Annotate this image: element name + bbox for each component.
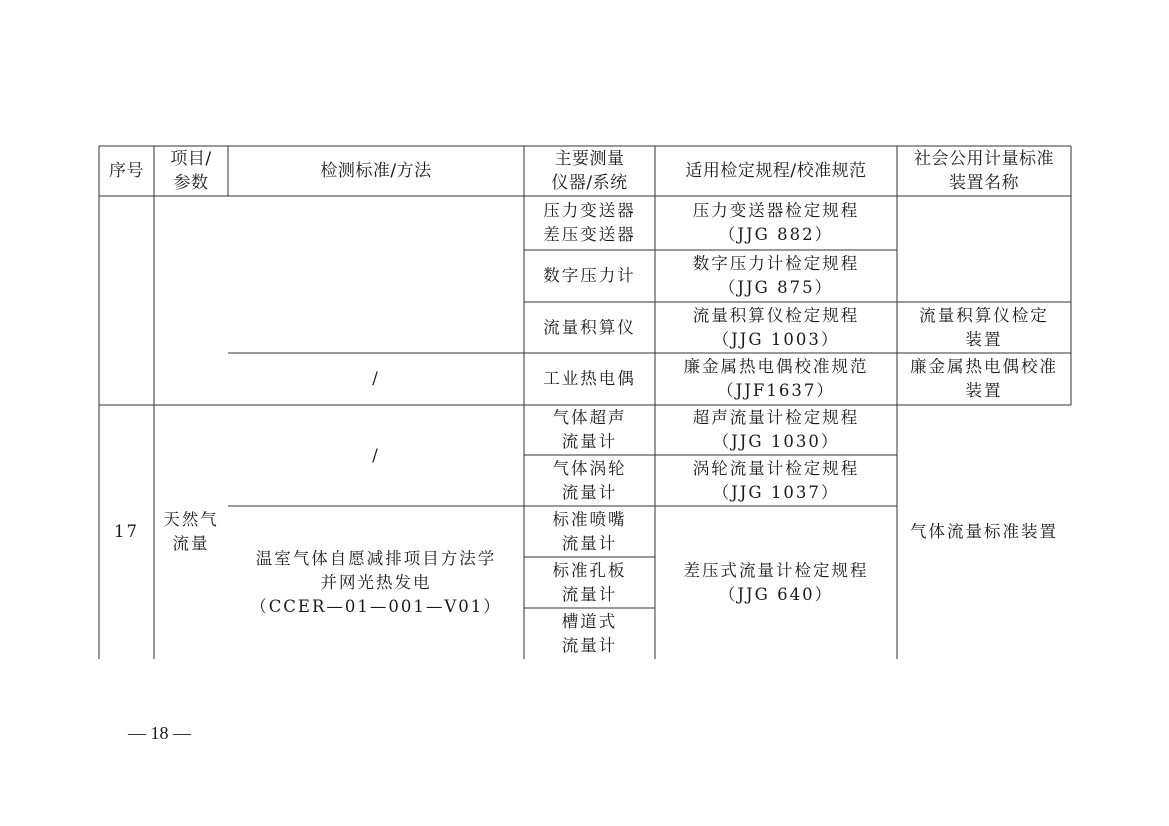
table-cell-device: 廉金属热电偶校准 装置 bbox=[910, 357, 1058, 400]
header-instrument: 主要测量 仪器/系统 bbox=[551, 149, 628, 193]
table-cell-device: 流量积算仪检定 装置 bbox=[919, 305, 1049, 349]
header-seq: 序号 bbox=[109, 161, 144, 181]
table-cell-standard: 温室气体自愿减排项目方法学 并网光热发电 （CCER—01—001—V01） bbox=[250, 548, 502, 616]
table-cell-instrument: 工业热电偶 bbox=[543, 369, 636, 388]
header-item: 项目/ 参数 bbox=[170, 149, 212, 193]
table-cell-regulation: 涡轮流量计检定规程 （JJG 1037） bbox=[692, 458, 860, 502]
table-cell-regulation: 流量积算仪检定规程 （JJG 1003） bbox=[692, 305, 860, 349]
table-cell-device: 气体流量标准装置 bbox=[910, 522, 1058, 541]
table-cell-instrument: 压力变送器 差压变送器 bbox=[543, 201, 636, 244]
table-cell-regulation: 廉金属热电偶校准规范 （JJF1637） bbox=[683, 357, 869, 400]
table-cell-instrument: 流量积算仪 bbox=[543, 317, 636, 337]
table-cell-standard: / bbox=[372, 445, 380, 465]
table-cell-regulation: 差压式流量计检定规程 （JJG 640） bbox=[683, 560, 869, 604]
table-cell-instrument: 标准孔板 流量计 bbox=[552, 560, 627, 604]
page-number: — 18 — bbox=[128, 722, 191, 743]
table-cell-standard: / bbox=[372, 369, 380, 388]
header-regulation: 适用检定规程/校准规范 bbox=[685, 161, 867, 181]
table-cell-regulation: 压力变送器检定规程 （JJG 882） bbox=[692, 201, 860, 244]
table-cell-regulation: 数字压力计检定规程 （JJG 875） bbox=[692, 254, 860, 297]
table-cell-instrument: 气体涡轮 流量计 bbox=[552, 458, 627, 502]
table-cell-instrument: 数字压力计 bbox=[543, 266, 636, 285]
header-standard: 检测标准/方法 bbox=[320, 161, 432, 181]
header-device: 社会公用计量标准 装置名称 bbox=[914, 149, 1054, 193]
table-cell-instrument: 槽道式 流量计 bbox=[561, 611, 618, 655]
table-cell-instrument: 标准喷嘴 流量计 bbox=[552, 509, 627, 553]
table-cell-instrument: 气体超声 流量计 bbox=[552, 408, 627, 451]
table-cell-item: 天然气 流量 bbox=[163, 510, 219, 553]
table-cell-regulation: 超声流量计检定规程 （JJG 1030） bbox=[692, 408, 860, 451]
table-cell-seq: 17 bbox=[114, 522, 139, 541]
